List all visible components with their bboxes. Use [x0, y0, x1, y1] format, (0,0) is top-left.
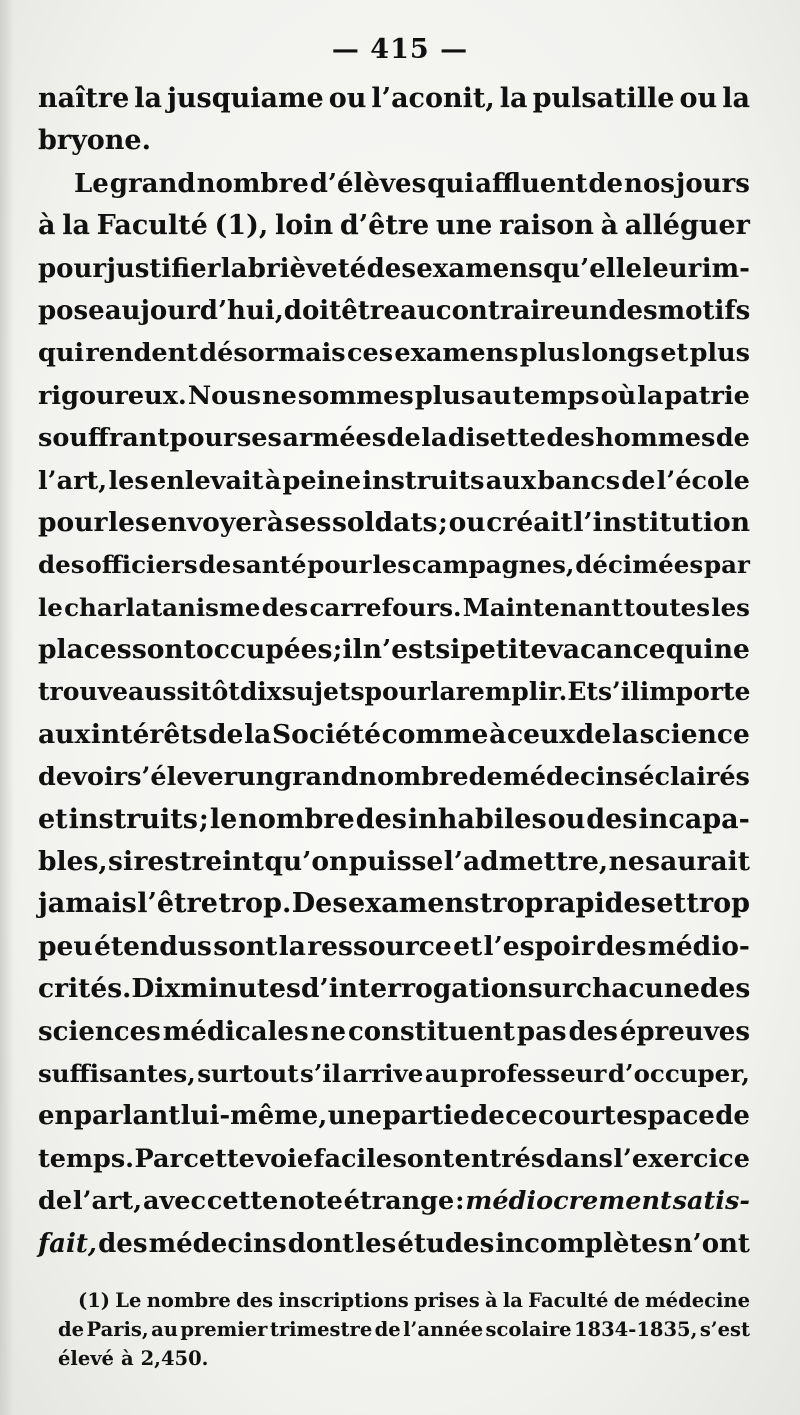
- text-line: crités. Dix minutes d’interrogation sur chacune des: [38, 973, 751, 1005]
- text-line: naître la jusquiame ou l’aconit, la pulsatille ou la: [38, 83, 750, 114]
- text-line: fait, des médecins dont les études incomplètes n’ont: [38, 1228, 750, 1259]
- text-line: qui rendent désormais ces examens plus longs et plus: [38, 338, 750, 369]
- text-line: peu étendus sont la ressource et l’espoir des médio-: [38, 930, 750, 962]
- text-line: et instruits ; le nombre des inhabiles ou des incapa-: [38, 803, 750, 835]
- text-line: jamais l’être trop. Des examens trop rapides et trop: [38, 888, 750, 920]
- page-edge-shadow: [0, 0, 14, 1415]
- text-line: l’art, les enlevait à peine instruits aux bancs de l’école: [38, 465, 750, 496]
- text-line: pour justifier la brièveté des examens qu’elle leur im-: [38, 253, 750, 284]
- text-line: suffisantes, surtout s’il arrive au professeur d’occuper,: [38, 1058, 750, 1088]
- text-line: souffrant pour ses armées de la disette des hommes de: [38, 423, 750, 454]
- text-line: de l’art, avec cette note étrange : médiocrement satis-: [38, 1186, 750, 1217]
- text-line: trouve aussitôt dix sujets pour la remplir. Et s’il importe: [38, 677, 751, 707]
- text-line: places sont occupées ; il n’est si petite vacance qui ne: [38, 634, 750, 666]
- text-line: rigoureux. Nous ne sommes plus au temps où la patrie: [38, 380, 750, 411]
- footnote-line: (1) Le nombre des inscriptions prises à la Faculté de médecine: [78, 1289, 750, 1312]
- text-line: pose aujourd’hui, doit être au contraire un des motifs: [38, 295, 751, 326]
- text-line: temps. Par cette voie facile sont entrés dans l’exercice: [38, 1143, 750, 1174]
- page-number: — 415 —: [331, 34, 469, 65]
- text-line: aux intérêts de la Société comme à ceux de la science: [38, 718, 750, 750]
- text-line: sciences médicales ne constituent pas des épreuves: [38, 1016, 750, 1047]
- footnote-line: élevé à 2,450.: [58, 1347, 209, 1370]
- text-line: le charlatanisme des carrefours. Maintenant toutes les: [38, 592, 750, 622]
- text-line: en parlant lui-même, une partie de ce court espace de: [38, 1101, 750, 1132]
- text-line: des officiers de santé pour les campagnes, décimées par: [38, 550, 750, 580]
- text-line: bles, si restreint qu’on puisse l’admettre, ne saurait: [38, 846, 750, 878]
- text-line: à la Faculté (1), loin d’être une raison à alléguer: [38, 210, 750, 242]
- text-line: bryone.: [38, 125, 152, 157]
- text-line: pour les envoyer à ses soldats ; ou créait l’institution: [38, 506, 750, 538]
- text-line: de voir s’élever un grand nombre de médecins éclairés: [38, 762, 750, 793]
- footnote: [58, 1286, 750, 1373]
- body-text: [38, 78, 750, 1265]
- footnote-line: de Paris, au premier trimestre de l’année scolaire 1834-1835, s’est: [58, 1318, 750, 1341]
- text-line: Le grand nombre d’élèves qui affluent de nos jours: [74, 168, 750, 199]
